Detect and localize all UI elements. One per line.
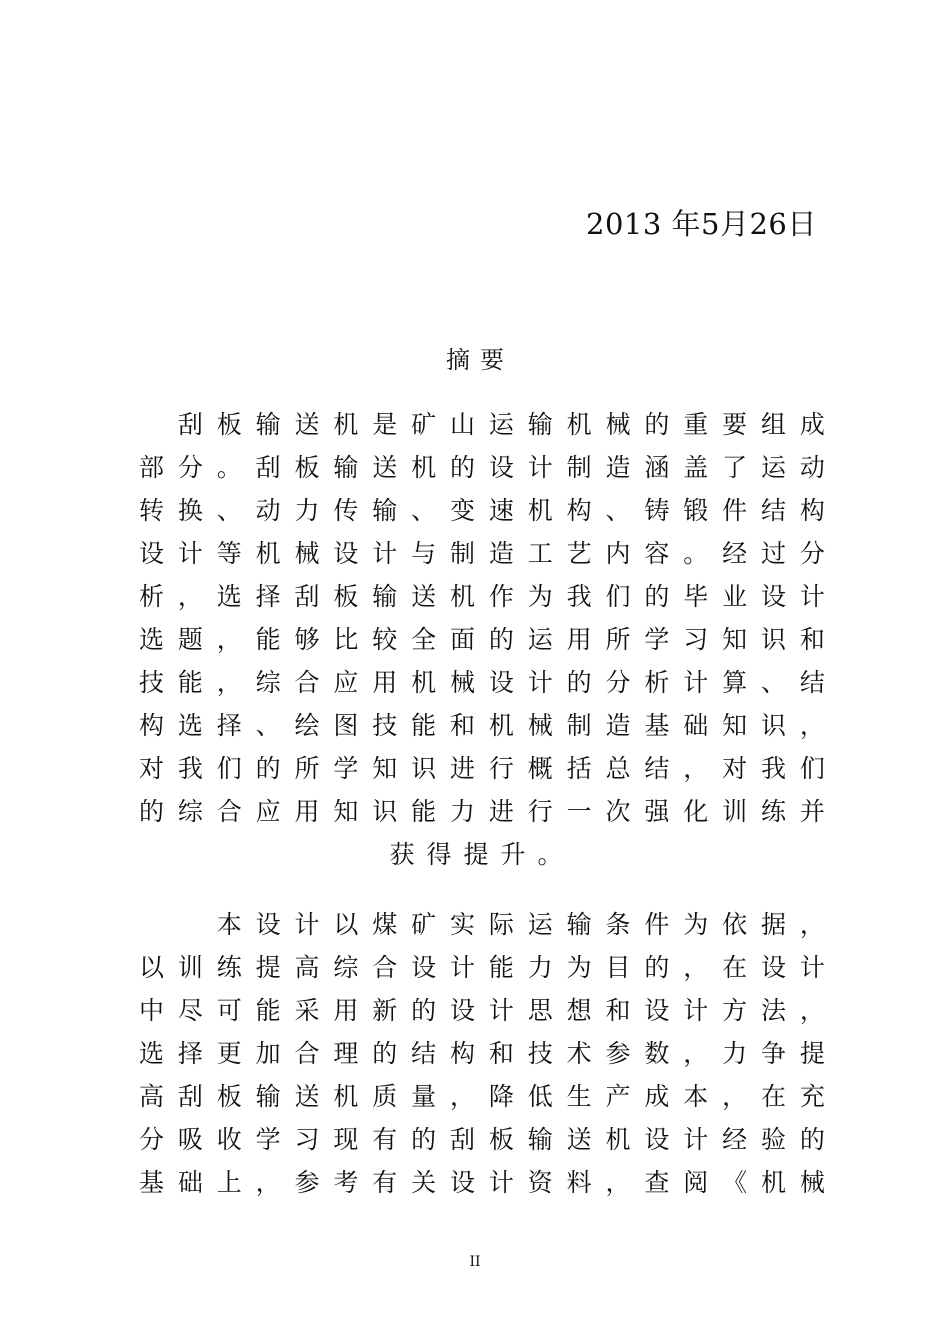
abstract-paragraph-1 [139,403,825,876]
text-line: 设 计 等 机 械 设 计 与 制 造 工 艺 内 容 。 经 过 分 [139,539,825,568]
page-number: II [469,1254,481,1270]
abstract-paragraph-2 [139,903,825,1204]
text-line: 获得提升。 [389,840,575,869]
text-line: 刮 板 输 送 机 是 矿 山 运 输 机 械 的 重 要 组 成 [177,410,825,439]
date-line: 2013 年5月26日 [586,207,817,241]
text-line: 以 训 练 提 高 综 合 设 计 能 力 为 目 的 ， 在 设 计 [139,953,825,982]
text-line: 技 能 ， 综 合 应 用 机 械 设 计 的 分 析 计 算 、 结 [139,668,825,697]
text-line: 对 我 们 的 所 学 知 识 进 行 概 括 总 结 ， 对 我 们 [139,754,825,783]
text-line: 选 择 更 加 合 理 的 结 构 和 技 术 参 数 ， 力 争 提 [139,1039,825,1068]
text-line: 析 ， 选 择 刮 板 输 送 机 作 为 我 们 的 毕 业 设 计 [139,582,825,611]
text-line: 的 综 合 应 用 知 识 能 力 进 行 一 次 强 化 训 练 并 [139,797,825,826]
text-line: 中 尽 可 能 采 用 新 的 设 计 思 想 和 设 计 方 法 ， [139,996,825,1025]
text-line: 分 吸 收 学 习 现 有 的 刮 板 输 送 机 设 计 经 验 的 [139,1125,825,1154]
text-line: 转 换 、 动 力 传 输 、 变 速 机 构 、 铸 锻 件 结 构 [139,496,825,525]
abstract-title: 摘要 [446,346,514,374]
text-line: 基 础 上 ， 参 考 有 关 设 计 资 料 ， 查 阅 《 机 械 [139,1168,825,1197]
text-line: 高 刮 板 输 送 机 质 量 ， 降 低 生 产 成 本 ， 在 充 [139,1082,825,1111]
text-line: 部 分 。 刮 板 输 送 机 的 设 计 制 造 涵 盖 了 运 动 [139,453,825,482]
text-line: 构 选 择 、 绘 图 技 能 和 机 械 制 造 基 础 知 识 ， [139,711,825,740]
text-line: 本 设 计 以 煤 矿 实 际 运 输 条 件 为 依 据 ， [216,910,825,939]
text-line: 选 题 ， 能 够 比 较 全 面 的 运 用 所 学 习 知 识 和 [139,625,825,654]
